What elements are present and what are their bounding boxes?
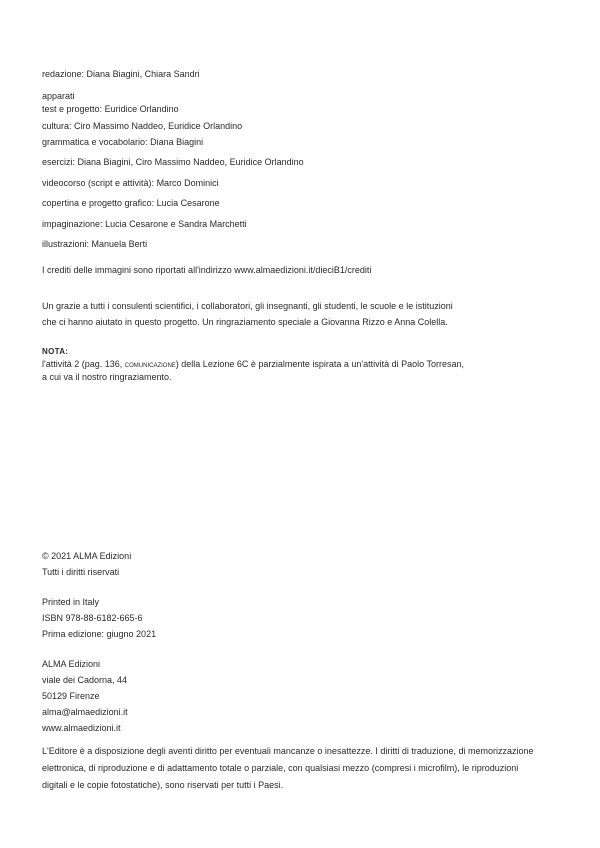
disclaimer-line: L'Editore è a disposizione degli aventi diritto per eventuali mancanze o inesattezze. I diritti di traduzione, di memorizzazione [42,746,534,756]
publisher-name: ALMA Edizioni [42,659,101,669]
edition: Prima edizione: giugno 2021 [42,629,157,639]
credit-videocorso [42,177,219,189]
credit-cultura [42,120,242,132]
credit-label: copertina e progetto grafico: [42,198,155,208]
image-credits: I crediti delle immagini sono riportati all'indirizzo www.almaedizioni.it/dieciB1/crediti [42,265,372,275]
credit-value: Marco Dominici [156,178,219,188]
printed-in: Printed in Italy [42,597,100,607]
credit-label: apparati [42,91,75,101]
credit-value: Lucia Cesarone [156,198,220,208]
thanks-paragraph [42,298,562,330]
credit-label: grammatica e vocabolario: [42,137,148,147]
credit-redazione [42,68,200,80]
credit-value: Diana Biagini [150,137,204,147]
copyright-line: Tutti i diritti riservati [42,567,120,577]
credit-value: Diana Biagini, Ciro Massimo Naddeo, Euridice Orlandino [77,157,304,167]
disclaimer-line: elettronica, di riproduzione e di adattamento totale o parziale, con qualsiasi mezzo (compresi i microfilm), le riproduzioni [42,763,519,773]
credit-label: videocorso (script e attività): [42,178,155,188]
thanks-line: che ci hanno aiutato in questo progetto. Un ringraziamento speciale a Giovanna Rizzo e Anna Colella. [42,317,448,327]
publisher-street: viale dei Cadorna, 44 [42,675,128,685]
credit-value: Euridice Orlandino [104,104,179,114]
note-line: a cui va il nostro ringraziamento. [42,372,172,382]
credit-illustrazioni [42,238,147,250]
credit-grammatica [42,136,203,148]
publisher-city: 50129 Firenze [42,691,100,701]
note-title: NOTA: [42,347,69,356]
note-line [42,358,562,371]
credit-label: esercizi: [42,157,76,167]
publisher-website[interactable]: www.almaedizioni.it [42,723,121,733]
credit-label: cultura: [42,121,72,131]
credit-label: illustrazioni: [42,239,90,249]
isbn: ISBN 978-88-6182-665-6 [42,613,143,623]
credit-apparati [42,90,75,102]
disclaimer-paragraph [42,743,562,794]
thanks-line: Un grazie a tutti i consulenti scientifici, i collaboratori, gli insegnanti, gli studenti, le scuole e le istituzioni [42,301,453,311]
credit-value: Manuela Berti [91,239,148,249]
copyright-block [42,548,562,580]
credit-value: Diana Biagini, Chiara Sandri [86,69,200,79]
credit-test [42,103,179,115]
printing-block [42,594,562,642]
credit-label: redazione: [42,69,85,79]
note-section-name: comunicazione [124,359,176,369]
note-text: l'attività 2 (pag. 136, [42,359,123,369]
credit-copertina [42,197,220,209]
note-text: ) della Lezione 6C è parzialmente ispirata a un'attività di Paolo Torresan, [175,359,465,369]
disclaimer-line: digitali e le copie fotostatiche), sono riservati per tutti i Paesi. [42,780,284,790]
note-block [42,345,562,384]
credit-impaginazione [42,218,247,230]
copyright-line: © 2021 ALMA Edizioni [42,551,132,561]
credit-esercizi [42,156,304,168]
publisher-email[interactable]: alma@almaedizioni.it [42,707,128,717]
publisher-block [42,656,562,736]
credit-label: test e progetto: [42,104,103,114]
credit-value: Lucia Cesarone e Sandra Marchetti [105,219,247,229]
credit-value: Ciro Massimo Naddeo, Euridice Orlandino [74,121,243,131]
credit-label: impaginazione: [42,219,103,229]
